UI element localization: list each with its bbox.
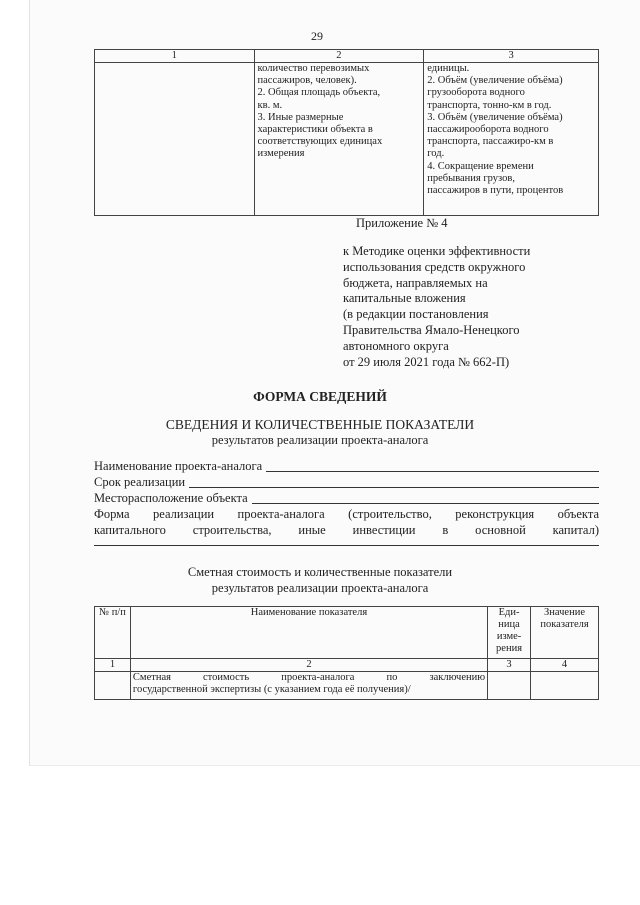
- cell-line: измерения: [257, 148, 305, 160]
- info-subheading: результатов реализации проекта-аналога: [211, 433, 429, 447]
- annex-block: [343, 244, 530, 370]
- term-label: Срок реализации: [94, 475, 186, 489]
- project-name-line: [266, 459, 599, 472]
- annex-line: бюджета, направляемых на: [343, 275, 488, 290]
- unit-line: рения: [496, 643, 523, 654]
- cell-line: 3. Объём (увеличение объёма): [427, 111, 563, 123]
- column-number-row: [95, 659, 599, 672]
- location-field: [94, 491, 599, 506]
- colnum-2: 2: [130, 659, 487, 672]
- project-name-field: [94, 459, 599, 474]
- cell-line: 2. Объём (увеличение объёма): [427, 75, 563, 87]
- table-header-row: [95, 607, 599, 659]
- annex-title: Приложение № 4: [356, 216, 448, 230]
- cell-line: 4. Сокращение времени: [427, 160, 534, 172]
- cell-line: характеристики объекта в: [257, 124, 373, 136]
- implementation-form-line-2: капитального строительства, иные инвестиции в основной капитал): [94, 523, 599, 537]
- row-indicator-cell: [130, 672, 487, 700]
- location-label: Месторасположение объекта: [94, 491, 248, 505]
- cell-line: количество перевозимых: [257, 63, 370, 74]
- cell-line: 2. Общая площадь объекта,: [257, 87, 381, 99]
- row-number-cell: [95, 672, 131, 700]
- cell-line: пассажирооборота водного: [427, 124, 549, 136]
- annex-line: от 29 июля 2021 года № 662-П): [343, 354, 510, 369]
- colnum-4: 4: [531, 659, 599, 672]
- cell-col1: [95, 63, 255, 216]
- implementation-form-field: [94, 506, 599, 538]
- cell-line: транспорта, тонно-км в год.: [427, 99, 552, 111]
- header-indicator-name: Наименование показателя: [130, 607, 487, 659]
- unit-line: изме-: [496, 631, 522, 642]
- row-text-line: государственной экспертизы (с указанием года её получения)/: [132, 684, 411, 695]
- cell-line: пребывания грузов,: [427, 172, 515, 184]
- info-heading: СВЕДЕНИЯ И КОЛИЧЕСТВЕННЫЕ ПОКАЗАТЕЛИ: [165, 417, 475, 432]
- colnum-3: 3: [488, 659, 531, 672]
- col-header-3: 3: [424, 50, 599, 63]
- cell-col3: [424, 63, 599, 216]
- implementation-form-line-1: Форма реализации проекта-аналога (строительство, реконструкция объекта: [94, 507, 599, 521]
- estimate-subtitle: результатов реализации проекта-аналога: [211, 581, 429, 595]
- col-header-1: 1: [95, 50, 255, 63]
- page-number: 29: [311, 29, 323, 43]
- cell-line: транспорта, пассажиро-км в: [427, 136, 554, 148]
- header-unit: [488, 607, 531, 659]
- annex-line: автономного округа: [343, 338, 449, 353]
- table-row: [95, 672, 599, 700]
- annex-line: использования средств окружного: [343, 259, 526, 274]
- estimate-title: Сметная стоимость и количественные показатели: [187, 565, 453, 579]
- cell-line: грузооборота водного: [427, 87, 525, 99]
- term-field: [94, 475, 599, 490]
- annex-line: Правительства Ямало-Ненецкого: [343, 322, 520, 337]
- table-header-row: [95, 50, 599, 63]
- colnum-1: 1: [95, 659, 131, 672]
- row-text-line: Сметная стоимость проекта-аналога по заключению: [132, 672, 486, 683]
- project-name-label: Наименование проекта-аналога: [94, 459, 263, 473]
- row-unit-cell: [488, 672, 531, 700]
- annex-line: (в редакции постановления: [343, 307, 489, 322]
- table-row: [95, 63, 599, 216]
- continuation-table: [94, 49, 599, 216]
- cell-line: соответствующих единицах: [257, 136, 383, 148]
- unit-line: ница: [498, 619, 520, 630]
- location-line: [252, 491, 599, 504]
- cell-line: пассажиров, человек).: [257, 75, 357, 87]
- col-header-2: 2: [254, 50, 424, 63]
- form-title: ФОРМА СВЕДЕНИЙ: [253, 389, 387, 404]
- indicators-table: [94, 606, 599, 700]
- header-number: № п/п: [95, 607, 131, 659]
- cell-line: кв. м.: [257, 99, 283, 111]
- cell-line: год.: [427, 148, 445, 160]
- unit-line: Еди-: [498, 607, 520, 618]
- implementation-form-line: [94, 545, 599, 546]
- term-line: [189, 475, 599, 488]
- annex-line: к Методике оценки эффективности: [343, 244, 531, 258]
- row-value-cell: [531, 672, 599, 700]
- cell-col2: [254, 63, 424, 216]
- annex-line: капитальные вложения: [343, 291, 466, 306]
- cell-line: пассажиров в пути, процентов: [427, 185, 564, 197]
- cell-line: 3. Иные размерные: [257, 111, 344, 123]
- header-value: Значение показателя: [531, 607, 599, 659]
- cell-line: единицы.: [427, 63, 470, 74]
